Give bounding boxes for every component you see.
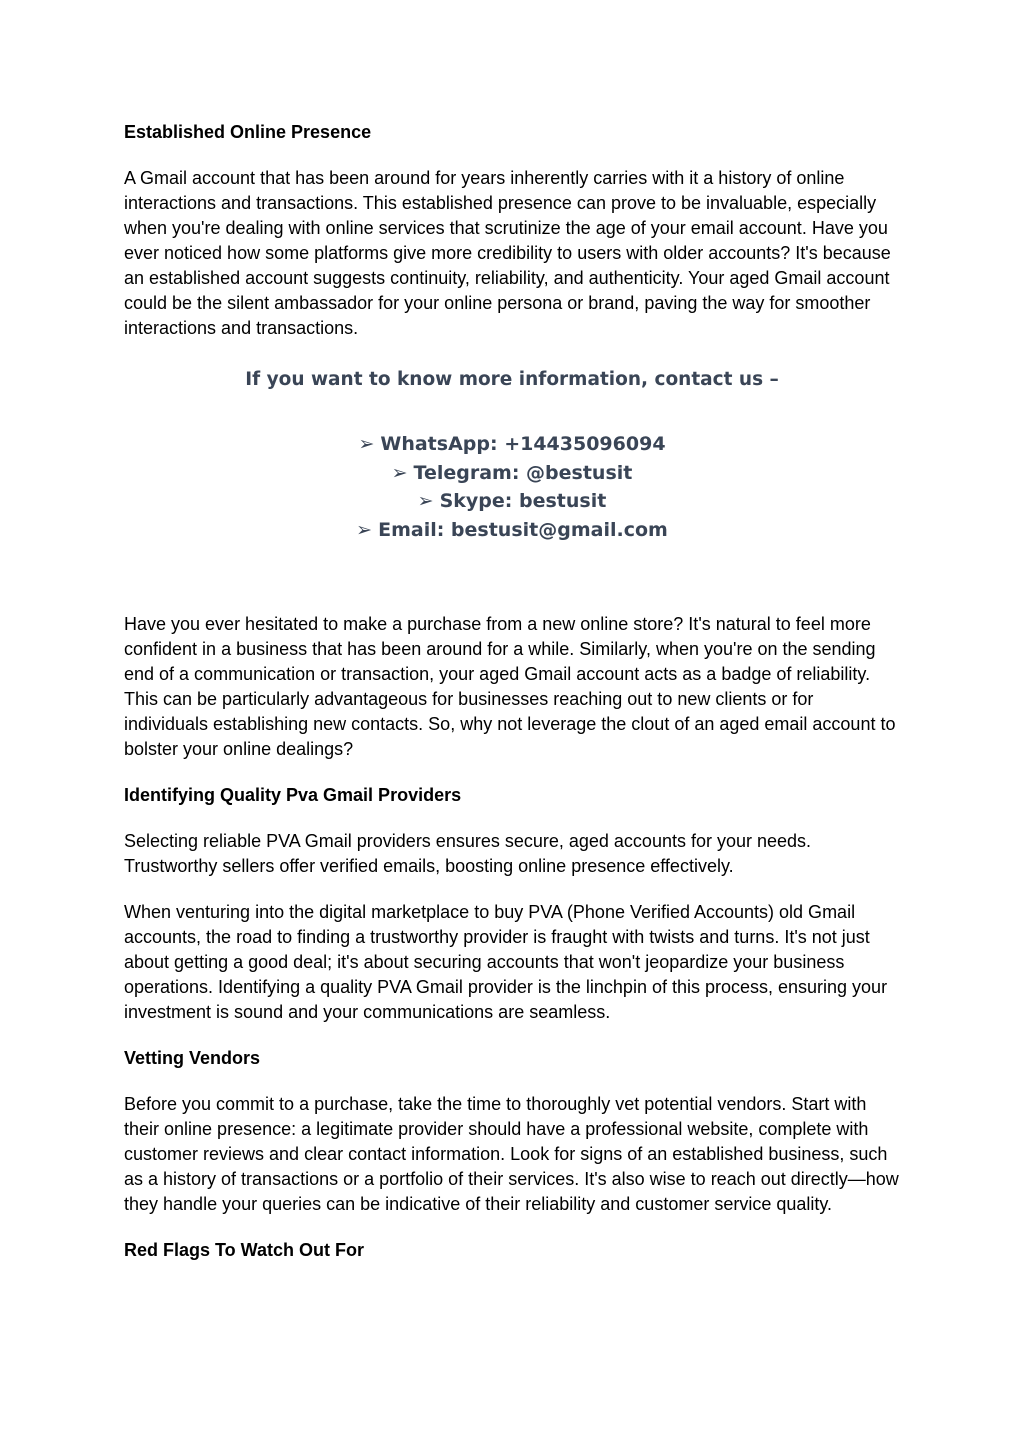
- contact-item-email[interactable]: [124, 516, 900, 545]
- established-heading: Established Online Presence: [124, 122, 372, 142]
- providers-paragraph-2: When venturing into the digital marketplace to buy PVA (Phone Verified Accounts) old Gmail accounts, the road to finding a trustworthy provider is fraught with twists and turns. It's not just about getting a good deal; it's about securing accounts that won't jeopardize your business operations. Identifying a quality PVA Gmail provider is the linchpin of this process, ensuring your investment is sound and your communications are seamless.: [124, 902, 888, 1022]
- arrow-icon: ➢: [358, 433, 375, 455]
- contact-item-label: Skype: bestusit: [439, 490, 607, 512]
- contact-item-telegram[interactable]: [124, 459, 900, 488]
- established-paragraph: A Gmail account that has been around for years inherently carries with it a history of online interactions and transactions. This established presence can prove to be invaluable, especially when you're dealing with online services that scrutinize the age of your email account. Have you ever noticed how some platforms give more credibility to users with older accounts? It's because an established account suggests continuity, reliability, and authenticity. Your aged Gmail account could be the silent ambassador for your online persona or brand, paving the way for smoother interactions and transactions.: [124, 168, 891, 338]
- arrow-icon: ➢: [391, 461, 408, 484]
- arrow-icon: ➢: [356, 518, 373, 541]
- contact-item-label: Email: bestusit@gmail.com: [378, 518, 668, 541]
- vetting-paragraph: Before you commit to a purchase, take the time to thoroughly vet potential vendors. Start with their online presence: a legitimate provider should have a professional website, complete with customer reviews and clear contact information. Look for signs of an established business, such as a history of transactions or a portfolio of their services. It's also wise to reach out directly—how they handle your queries can be indicative of their reliability and customer service quality.: [124, 1094, 899, 1214]
- contact-block: [124, 362, 900, 544]
- document-page: [124, 120, 900, 1284]
- contact-intro: If you want to know more information, contact us –: [245, 369, 779, 390]
- providers-paragraph-1: Selecting reliable PVA Gmail providers ensures secure, aged accounts for your needs. Trustworthy sellers offer verified emails, boosting online presence effectively.: [124, 831, 812, 876]
- contact-item-whatsapp[interactable]: [124, 430, 900, 459]
- hesitated-paragraph: Have you ever hesitated to make a purchase from a new online store? It's natural to feel more confident in a business that has been around for a while. Similarly, when you're on the sending end of a communication or transaction, your aged Gmail account acts as a badge of reliability. This can be particularly advantageous for businesses reaching out to new clients or for individuals establishing new contacts. So, why not leverage the clout of an aged email account to bolster your online dealings?: [124, 614, 896, 759]
- arrow-icon: ➢: [417, 490, 434, 512]
- vetting-heading: Vetting Vendors: [124, 1048, 261, 1068]
- contact-item-label: WhatsApp: +14435096094: [380, 433, 666, 455]
- providers-heading: Identifying Quality Pva Gmail Providers: [124, 785, 462, 805]
- contact-item-label: Telegram: @bestusit: [413, 461, 633, 484]
- contact-item-skype[interactable]: [124, 487, 900, 516]
- redflags-heading: Red Flags To Watch Out For: [124, 1240, 364, 1260]
- contact-list: [124, 430, 900, 544]
